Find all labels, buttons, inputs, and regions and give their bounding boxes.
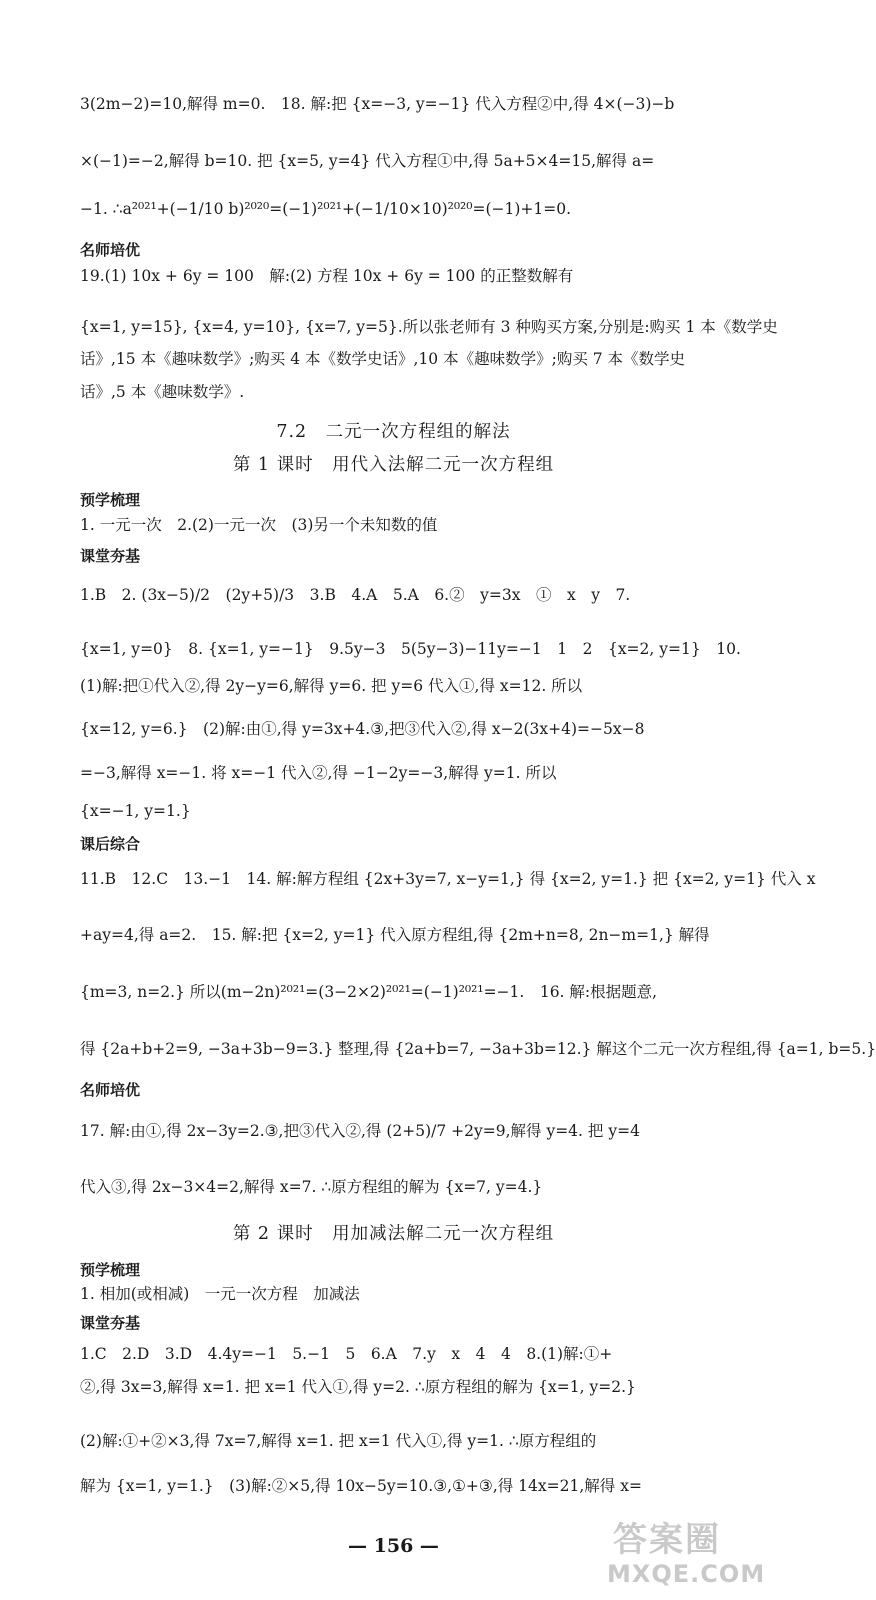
answer-line: 3(2m−2)=10,解得 m=0. 18. 解:把 {x=−3, y=−1} 代入方程②中,得 4×(−3)−b [80, 95, 675, 113]
answer-line: 17. 解:由①,得 2x−3y=2.③,把③代入②,得 (2+5)/7 +2y=9,解得 y=4. 把 y=4 [80, 1122, 640, 1140]
answer-line: 1. 相加(或相减) 一元一次方程 加减法 [80, 1285, 360, 1303]
answer-line: {x=12, y=6.} (2)解:由①,得 y=3x+4.③,把③代入②,得 x−2(3x+4)=−5x−8 [80, 720, 645, 738]
answer-line: ×(−1)=−2,解得 b=10. 把 {x=5, y=4} 代入方程①中,得 5a+5×4=15,解得 a= [80, 152, 655, 170]
answer-line: {x=1, y=0} 8. {x=1, y=−1} 9.5y−3 5(5y−3)−11y=−1 1 2 {x=2, y=1} 10. [80, 640, 741, 658]
section-heading: 名师培优 [80, 1081, 141, 1099]
watermark-text: 答案圈 [613, 1520, 721, 1560]
lesson-title: 第 2 课时 用加减法解二元一次方程组 [232, 1224, 555, 1244]
watermark-url: MXQE.COM [607, 1560, 766, 1588]
section-heading: 名师培优 [80, 241, 141, 259]
section-title: 7.2 二元一次方程组的解法 [276, 422, 511, 442]
answer-line: 话》,5 本《趣味数学》. [80, 383, 245, 401]
answer-line: 话》,15 本《趣味数学》;购买 4 本《数学史话》,10 本《趣味数学》;购买 7 本《数学史 [80, 350, 686, 368]
answer-line: (2)解:①+②×3,得 7x=7,解得 x=1. 把 x=1 代入①,得 y=1. ∴原方程组的 [80, 1432, 597, 1450]
page-number: — 156 — [348, 1535, 439, 1557]
answer-line: 得 {2a+b+2=9, −3a+3b−9=3.} 整理,得 {2a+b=7, −3a+3b=12.} 解这个二元一次方程组,得 {a=1, b=5.} [80, 1040, 876, 1058]
answer-line: 1.C 2.D 3.D 4.4y=−1 5.−1 5 6.A 7.y x 4 4 8.(1)解:①+ [80, 1345, 613, 1363]
watermark-logo [605, 1512, 780, 1596]
section-heading: 课堂夯基 [80, 547, 141, 565]
answer-line: 解为 {x=1, y=1.} (3)解:②×5,得 10x−5y=10.③,①+③,得 14x=21,解得 x= [80, 1477, 642, 1495]
answer-line: (1)解:把①代入②,得 2y−y=6,解得 y=6. 把 y=6 代入①,得 x=12. 所以 [80, 677, 583, 695]
answer-line: −1. ∴a²⁰²¹+(−1/10 b)²⁰²⁰=(−1)²⁰²¹+(−1/10×10)²⁰²⁰=(−1)+1=0. [80, 200, 572, 218]
answer-line: +ay=4,得 a=2. 15. 解:把 {x=2, y=1} 代入原方程组,得 {2m+n=8, 2n−m=1,} 解得 [80, 926, 710, 944]
answer-line: 11.B 12.C 13.−1 14. 解:解方程组 {2x+3y=7, x−y=1,} 得 {x=2, y=1.} 把 {x=2, y=1} 代入 x [80, 870, 816, 888]
answer-line: =−3,解得 x=−1. 将 x=−1 代入②,得 −1−2y=−3,解得 y=1. 所以 [80, 764, 557, 782]
answer-line: {x=−1, y=1.} [80, 802, 191, 820]
section-heading: 预学梳理 [80, 491, 141, 509]
section-heading: 课堂夯基 [80, 1314, 141, 1332]
answer-line: {m=3, n=2.} 所以(m−2n)²⁰²¹=(3−2×2)²⁰²¹=(−1)²⁰²¹=−1. 16. 解:根据题意, [80, 983, 658, 1001]
section-heading: 预学梳理 [80, 1261, 141, 1279]
answer-line: 1. 一元一次 2.(2)一元一次 (3)另一个未知数的值 [80, 516, 438, 534]
section-heading: 课后综合 [80, 835, 141, 853]
answer-line: 代入③,得 2x−3×4=2,解得 x=7. ∴原方程组的解为 {x=7, y=4.} [80, 1178, 543, 1196]
answer-line: {x=1, y=15}, {x=4, y=10}, {x=7, y=5}.所以张老师有 3 种购买方案,分别是:购买 1 本《数学史 [80, 318, 778, 336]
answer-line: 19.(1) 10x + 6y = 100 解:(2) 方程 10x + 6y = 100 的正整数解有 [80, 267, 574, 285]
answer-line: 1.B 2. (3x−5)/2 (2y+5)/3 3.B 4.A 5.A 6.② y=3x ① x y 7. [80, 586, 631, 604]
lesson-title: 第 1 课时 用代入法解二元一次方程组 [232, 455, 555, 475]
answer-line: ②,得 3x=3,解得 x=1. 把 x=1 代入①,得 y=2. ∴原方程组的解为 {x=1, y=2.} [80, 1378, 636, 1396]
